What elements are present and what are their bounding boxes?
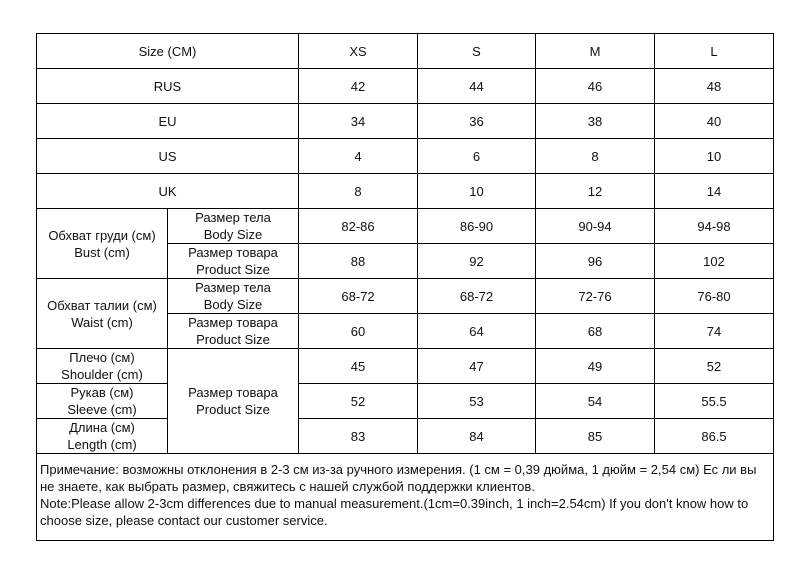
- table-cell: 84: [418, 419, 536, 454]
- sub-label-en: Body Size: [203, 227, 263, 242]
- table-cell: 8: [536, 139, 655, 174]
- header-label: Size (CM): [37, 34, 299, 69]
- sub-label-en: Product Size: [196, 262, 270, 277]
- sub-label-ru: Размер товара: [188, 245, 278, 260]
- sub-label-ru: Размер тела: [195, 280, 271, 295]
- table-cell: 72-76: [536, 279, 655, 314]
- row-label-shoulder: [37, 349, 168, 384]
- row-label-eu: EU: [37, 104, 299, 139]
- bust-label-en: Bust (cm): [74, 244, 130, 260]
- table-cell: 102: [655, 244, 774, 279]
- sub-label-body-size: [168, 279, 299, 314]
- table-row: [37, 174, 774, 209]
- table-cell: 64: [418, 314, 536, 349]
- shoulder-label-en: Shoulder (cm): [61, 367, 143, 382]
- table-cell: 42: [299, 69, 418, 104]
- table-cell: 52: [299, 384, 418, 419]
- sub-label-body-size: [168, 209, 299, 244]
- table-cell: 83: [299, 419, 418, 454]
- table-cell: 76-80: [655, 279, 774, 314]
- size-chart-table: [36, 33, 774, 541]
- table-cell: 44: [418, 69, 536, 104]
- table-cell: 90-94: [536, 209, 655, 244]
- header-size-l: L: [655, 34, 774, 69]
- table-cell: 52: [655, 349, 774, 384]
- bust-label-ru: Обхват груди (см): [48, 227, 156, 243]
- table-cell: 53: [418, 384, 536, 419]
- row-label-bust: [37, 209, 168, 279]
- table-cell: 34: [299, 104, 418, 139]
- table-cell: 68-72: [299, 279, 418, 314]
- table-row: [37, 384, 774, 419]
- sub-label-ru: Размер тела: [195, 210, 271, 225]
- table-row: [37, 104, 774, 139]
- row-label-rus: RUS: [37, 69, 299, 104]
- table-cell: 6: [418, 139, 536, 174]
- sleeve-label-ru: Рукав (см): [70, 385, 134, 400]
- table-cell: 74: [655, 314, 774, 349]
- header-row: [37, 34, 774, 69]
- table-cell: 54: [536, 384, 655, 419]
- table-cell: 92: [418, 244, 536, 279]
- table-cell: 85: [536, 419, 655, 454]
- table-row: [37, 69, 774, 104]
- table-cell: 10: [418, 174, 536, 209]
- table-row: [37, 139, 774, 174]
- header-size-m: M: [536, 34, 655, 69]
- table-cell: 8: [299, 174, 418, 209]
- shoulder-label-ru: Плечо (см): [69, 350, 135, 365]
- table-row: [37, 279, 774, 314]
- table-cell: 86-90: [418, 209, 536, 244]
- length-label-en: Length (cm): [67, 437, 137, 452]
- table-cell: 68: [536, 314, 655, 349]
- table-cell: 48: [655, 69, 774, 104]
- table-cell: 14: [655, 174, 774, 209]
- table-cell: 4: [299, 139, 418, 174]
- row-label-us: US: [37, 139, 299, 174]
- note-row: [37, 454, 774, 541]
- table-cell: 45: [299, 349, 418, 384]
- waist-label-ru: Обхват талии (см): [47, 297, 157, 313]
- table-cell: 40: [655, 104, 774, 139]
- table-cell: 38: [536, 104, 655, 139]
- row-label-uk: UK: [37, 174, 299, 209]
- note-text-ru: Примечание: возможны отклонения в 2-3 см из-за ручного измерения. (1 см = 0,39 дюйма, 1 дюйм = 2,54 см) Ес ли вы не знаете, как выбрать размер, свяжитесь с нашей службой поддержки клиентов.: [40, 462, 757, 494]
- sub-label-en: Body Size: [203, 297, 263, 312]
- table-cell: 68-72: [418, 279, 536, 314]
- note-cell: [37, 454, 774, 541]
- table-cell: 47: [418, 349, 536, 384]
- table-row: [37, 349, 774, 384]
- table-row: [37, 419, 774, 454]
- sub-label-en: Product Size: [196, 332, 270, 347]
- sub-label-en: Product Size: [196, 402, 270, 417]
- sub-label-ru: Размер товара: [188, 315, 278, 330]
- header-size-xs: XS: [299, 34, 418, 69]
- sub-label-product-size: [168, 314, 299, 349]
- row-label-length: [37, 419, 168, 454]
- table-cell: 49: [536, 349, 655, 384]
- table-cell: 86.5: [655, 419, 774, 454]
- sub-label-ru: Размер товара: [188, 385, 278, 400]
- table-cell: 94-98: [655, 209, 774, 244]
- table-cell: 55.5: [655, 384, 774, 419]
- note-text-en: Note:Please allow 2-3cm differences due to manual measurement.(1cm=0.39inch, 1 inch=2.54cm) If you don't know how to choose size, please contact our customer service.: [40, 496, 749, 528]
- row-label-waist: [37, 279, 168, 349]
- table-cell: 60: [299, 314, 418, 349]
- header-size-s: S: [418, 34, 536, 69]
- table-cell: 88: [299, 244, 418, 279]
- table-cell: 36: [418, 104, 536, 139]
- table-cell: 96: [536, 244, 655, 279]
- sub-label-product-size: [168, 349, 299, 454]
- table-row: [37, 209, 774, 244]
- table-cell: 46: [536, 69, 655, 104]
- row-label-sleeve: [37, 384, 168, 419]
- sleeve-label-en: Sleeve (cm): [67, 402, 137, 417]
- table-cell: 10: [655, 139, 774, 174]
- sub-label-product-size: [168, 244, 299, 279]
- table-cell: 82-86: [299, 209, 418, 244]
- length-label-ru: Длина (см): [69, 420, 135, 435]
- waist-label-en: Waist (cm): [71, 314, 133, 330]
- table-cell: 12: [536, 174, 655, 209]
